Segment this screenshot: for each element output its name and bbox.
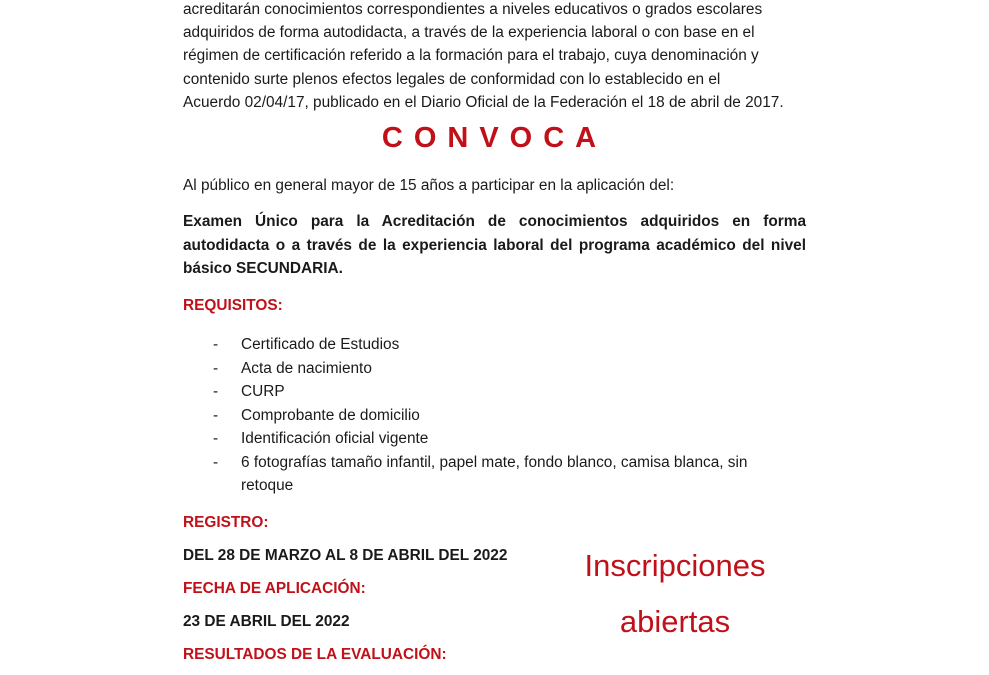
intro-line: régimen de certificación referido a la formación para el trabajo, cuya denominación y bbox=[183, 47, 759, 65]
intro-paragraph bbox=[183, 0, 806, 114]
convoca-title: CONVOCA bbox=[381, 122, 608, 154]
registro-heading: REGISTRO: bbox=[183, 514, 269, 531]
list-item-text: CURP bbox=[241, 383, 285, 400]
list-item bbox=[183, 357, 793, 381]
resultados-heading: RESULTADOS DE LA EVALUACIÓN: bbox=[183, 646, 447, 663]
requisitos-list bbox=[183, 333, 793, 498]
requisitos-heading: REQUISITOS: bbox=[183, 297, 283, 314]
list-dash: - bbox=[213, 383, 219, 400]
list-item-text: Certificado de Estudios bbox=[241, 336, 400, 353]
intro-line: contenido surte plenos efectos legales de conformidad con lo establecido en el bbox=[183, 70, 721, 88]
list-item-text: 6 fotografías tamaño infantil, papel mate, fondo blanco, camisa blanca, sin retoque bbox=[241, 453, 748, 494]
list-item-text: Identificación oficial vigente bbox=[241, 430, 429, 447]
registro-dates: DEL 28 DE MARZO AL 8 DE ABRIL DEL 2022 bbox=[183, 547, 508, 564]
intro-line: acreditarán conocimientos correspondientes a niveles educativos o grados escolares bbox=[183, 1, 763, 18]
invite-text: Al público en general mayor de 15 años a participar en la aplicación del: bbox=[183, 177, 675, 194]
list-item bbox=[183, 451, 793, 498]
list-dash: - bbox=[213, 453, 219, 471]
list-dash: - bbox=[213, 430, 219, 447]
list-dash: - bbox=[213, 336, 219, 353]
list-item-text: Acta de nacimiento bbox=[241, 359, 372, 377]
list-item bbox=[183, 380, 793, 404]
inscripciones-banner bbox=[560, 538, 790, 650]
list-item bbox=[183, 404, 793, 428]
list-item-text: Comprobante de domicilio bbox=[241, 406, 420, 424]
intro-line: adquiridos de forma autodidacta, a través de la experiencia laboral o con base en el bbox=[183, 24, 755, 42]
list-dash: - bbox=[213, 406, 219, 424]
list-item bbox=[183, 333, 793, 357]
intro-line: Acuerdo 02/04/17, publicado en el Diario Oficial de la Federación el 18 de abril de 2017. bbox=[183, 93, 784, 111]
banner-line: abiertas bbox=[619, 604, 731, 639]
aplicacion-date: 23 DE ABRIL DEL 2022 bbox=[183, 613, 350, 630]
banner-line: Inscripciones bbox=[584, 548, 766, 583]
aplicacion-heading: FECHA DE APLICACIÓN: bbox=[183, 580, 366, 597]
exam-description: Examen Único para la Acreditación de conocimientos adquiridos en forma autodidacta o a través de la experiencia laboral del programa académico del nivel básico SECUNDARIA. bbox=[183, 213, 806, 277]
list-item bbox=[183, 427, 793, 451]
list-dash: - bbox=[213, 359, 219, 377]
